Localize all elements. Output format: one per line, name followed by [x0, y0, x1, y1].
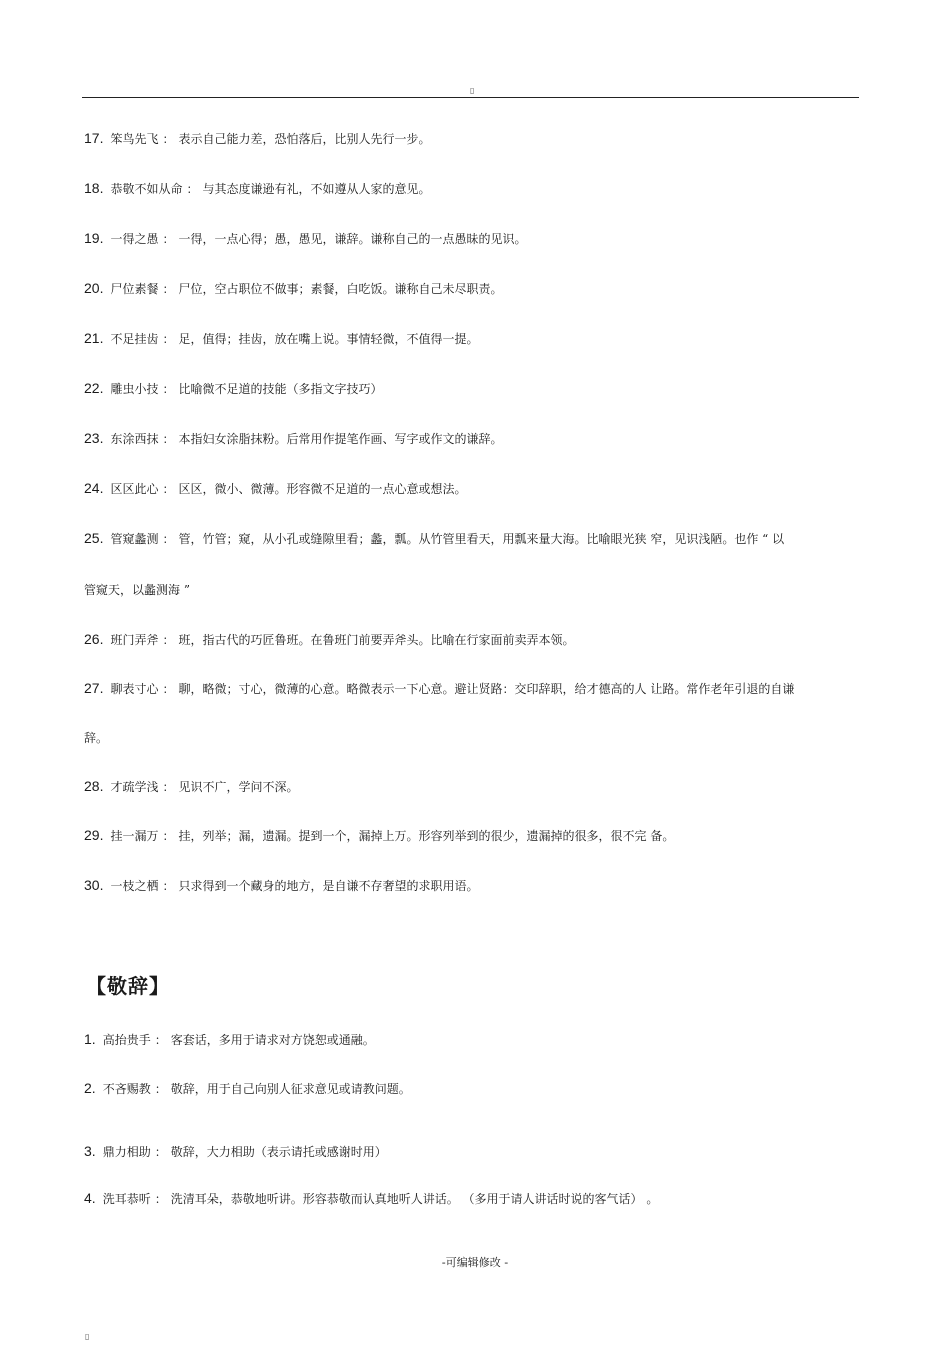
- item-separator: ：: [154, 1033, 167, 1047]
- item-term: 雕虫小技: [110, 382, 159, 396]
- item-definition: 见识不广，学问不深。: [178, 780, 299, 794]
- page-footer: -可编辑修改 -: [441, 1256, 509, 1269]
- item-definition: 区区，微小、微薄。形容微不足道的一点心意或想法。: [178, 482, 467, 496]
- item-term: 一得之愚: [110, 232, 159, 246]
- item-definition-continuation: 管窥天，以蠡测海 ”: [84, 583, 190, 597]
- item-separator: ：: [162, 232, 175, 246]
- item-term: 洗耳恭听: [102, 1192, 151, 1206]
- item-definition: 只求得到一个藏身的地方，是自谦不存奢望的求职用语。: [178, 879, 479, 893]
- item-term: 高抬贵手: [102, 1033, 151, 1047]
- item-term: 管窥蠡测: [110, 532, 159, 546]
- item-number: 27.: [84, 680, 104, 696]
- list-item: [84, 313, 860, 364]
- list-item: [84, 213, 860, 264]
- list-item: [84, 761, 860, 812]
- item-term: 聊表寸心: [110, 682, 159, 696]
- item-term: 恭敬不如从命: [110, 182, 183, 196]
- item-term: 才疏学浅: [110, 780, 159, 794]
- item-number: 30.: [84, 877, 104, 893]
- item-number: 28.: [84, 778, 104, 794]
- list-item: [84, 363, 860, 414]
- item-number: 4.: [84, 1190, 96, 1206]
- list-item: [84, 1126, 860, 1177]
- list-item: [84, 1173, 860, 1224]
- item-number: 1.: [84, 1031, 96, 1047]
- item-definition: 本指妇女涂脂抹粉。后常用作提笔作画、写字或作文的谦辞。: [178, 432, 503, 446]
- list-item-continuation: [84, 565, 860, 615]
- item-separator: ：: [154, 1192, 167, 1206]
- item-separator: ：: [162, 282, 175, 296]
- item-definition: 挂，列举；漏，遗漏。提到一个，漏掉上万。形容列举到的很少，遗漏掉的很多，很不完 备。: [178, 829, 675, 843]
- item-separator: ：: [162, 382, 175, 396]
- list-item: [84, 513, 860, 564]
- item-term: 挂一漏万: [110, 829, 159, 843]
- item-definition: 敬辞，大力相助（表示请托或感谢时用）: [170, 1145, 387, 1159]
- item-separator: ：: [162, 682, 175, 696]
- list-item: [84, 263, 860, 314]
- item-separator: ：: [154, 1082, 167, 1096]
- item-term: 一枝之栖: [110, 879, 159, 893]
- list-item: [84, 163, 860, 214]
- item-number: 2.: [84, 1080, 96, 1096]
- header-rule: [82, 97, 859, 98]
- item-number: 20.: [84, 280, 104, 296]
- item-term: 尸位素餐: [110, 282, 159, 296]
- item-definition: 班，指古代的巧匠鲁班。在鲁班门前要弄斧头。比喻在行家面前卖弄本领。: [178, 633, 575, 647]
- item-term: 不足挂齿: [110, 332, 159, 346]
- item-definition: 与其态度谦逊有礼，不如遵从人家的意见。: [202, 182, 431, 196]
- item-separator: ：: [162, 132, 175, 146]
- item-definition: 表示自己能力差，恐怕落后，比别人先行一步。: [178, 132, 431, 146]
- list-item: [84, 810, 860, 861]
- item-number: 26.: [84, 631, 104, 647]
- item-definition: 敬辞，用于自己向别人征求意见或请教问题。: [170, 1082, 411, 1096]
- corner-mark: ▯: [85, 1332, 90, 1341]
- item-separator: ：: [162, 332, 175, 346]
- item-separator: ：: [162, 879, 175, 893]
- list-item: [84, 113, 860, 164]
- item-term: 不吝赐教: [102, 1082, 151, 1096]
- list-item: [84, 463, 860, 514]
- list-item: [84, 614, 860, 665]
- list-item-continuation: [84, 713, 860, 763]
- item-separator: ：: [162, 532, 175, 546]
- item-number: 19.: [84, 230, 104, 246]
- item-definition-continuation: 辞。: [84, 731, 109, 745]
- item-definition: 管，竹管；窥，从小孔或缝隙里看；蠡，瓢。从竹管里看天，用瓢来量大海。比喻眼光狭 窄，见识浅陋。也作 “ 以: [178, 532, 785, 546]
- item-number: 21.: [84, 330, 104, 346]
- item-term: 笨鸟先飞: [110, 132, 159, 146]
- header-mark: ▯: [470, 86, 475, 95]
- item-definition: 聊，略微；寸心，微薄的心意。略微表示一下心意。避让贤路：交印辞职，给才德高的人 让路。常作老年引退的自谦: [178, 682, 795, 696]
- item-separator: ：: [162, 482, 175, 496]
- item-definition: 洗清耳朵，恭敬地听讲。形容恭敬而认真地听人讲话。 （多用于请人讲话时说的客气话） 。: [170, 1192, 659, 1206]
- item-definition: 比喻微不足道的技能（多指文字技巧）: [178, 382, 383, 396]
- item-number: 24.: [84, 480, 104, 496]
- item-term: 区区此心: [110, 482, 159, 496]
- list-item: [84, 413, 860, 464]
- section-title: 【敬辞】: [86, 974, 170, 998]
- list-item: [84, 860, 860, 911]
- item-definition: 一得，一点心得；愚，愚见，谦辞。谦称自己的一点愚昧的见识。: [178, 232, 527, 246]
- item-separator: ：: [162, 633, 175, 647]
- item-number: 17.: [84, 130, 104, 146]
- item-number: 25.: [84, 530, 104, 546]
- item-separator: ：: [186, 182, 199, 196]
- item-separator: ：: [154, 1145, 167, 1159]
- item-number: 18.: [84, 180, 104, 196]
- list-item: [84, 663, 860, 714]
- item-definition: 客套话，多用于请求对方饶恕或通融。: [170, 1033, 375, 1047]
- item-separator: ：: [162, 829, 175, 843]
- item-number: 23.: [84, 430, 104, 446]
- item-number: 3.: [84, 1143, 96, 1159]
- list-item: [84, 1014, 860, 1065]
- item-term: 班门弄斧: [110, 633, 159, 647]
- item-term: 鼎力相助: [102, 1145, 151, 1159]
- item-number: 29.: [84, 827, 104, 843]
- item-definition: 尸位，空占职位不做事；素餐，白吃饭。谦称自己未尽职责。: [178, 282, 503, 296]
- item-separator: ：: [162, 432, 175, 446]
- list-item: [84, 1063, 860, 1114]
- item-number: 22.: [84, 380, 104, 396]
- item-term: 东涂西抹: [110, 432, 159, 446]
- item-separator: ：: [162, 780, 175, 794]
- item-definition: 足，值得；挂齿，放在嘴上说。事情轻微，不值得一提。: [178, 332, 479, 346]
